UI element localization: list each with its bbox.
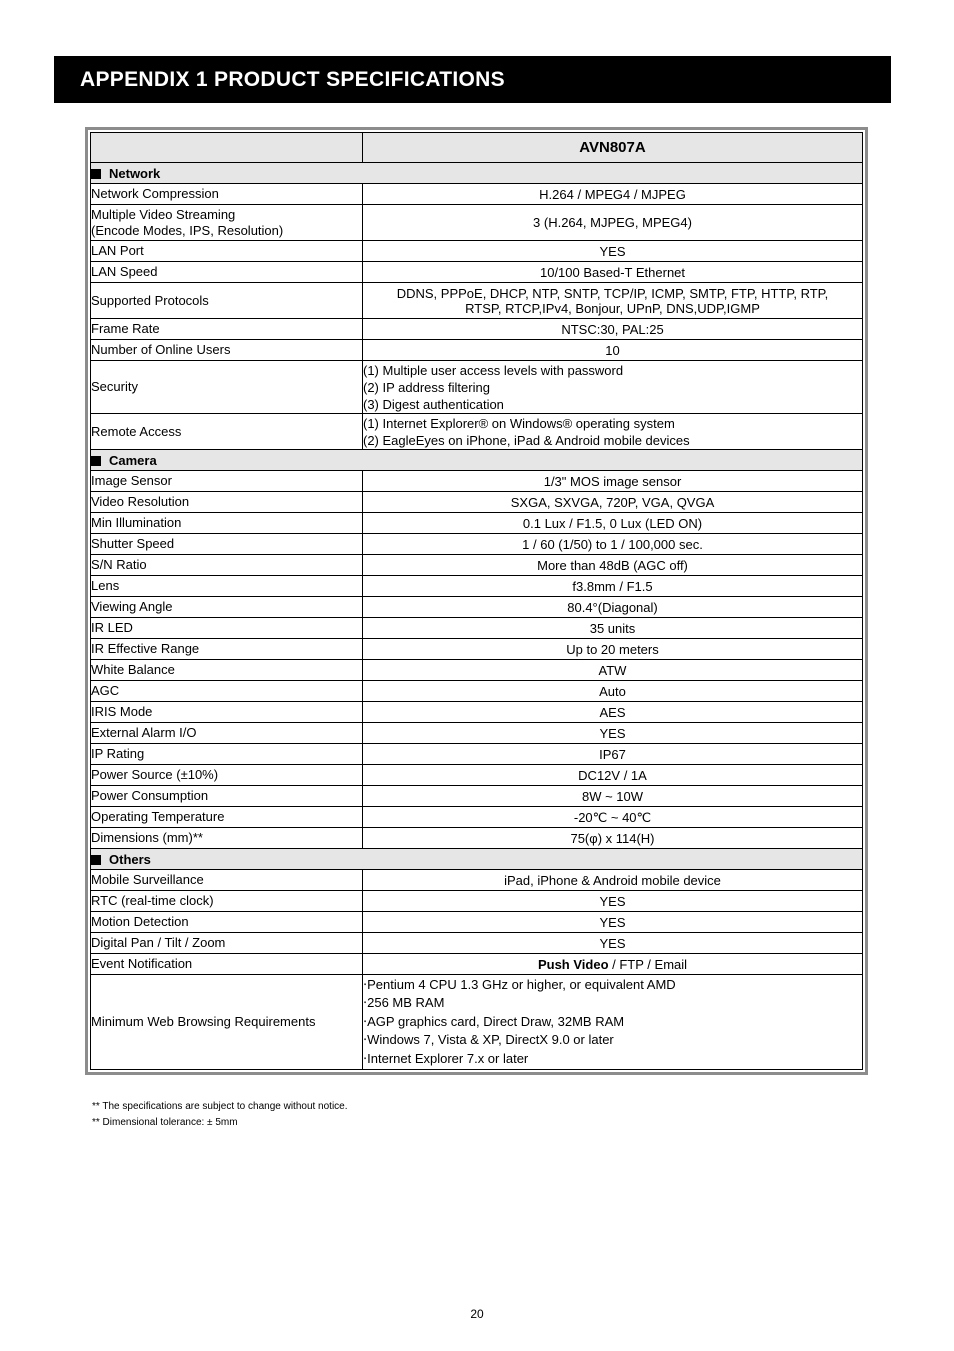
spec-label: Power Source (±10%): [91, 765, 363, 786]
model-name: AVN807A: [363, 133, 863, 163]
table-row: [91, 319, 863, 340]
table-row: [91, 807, 863, 828]
table-row: [91, 723, 863, 744]
table-row: [91, 205, 863, 241]
spec-value: 1/3" MOS image sensor: [363, 471, 863, 492]
spec-value: Auto: [363, 681, 863, 702]
footnote: ** Dimensional tolerance: ± 5mm: [92, 1117, 238, 1128]
spec-label: Motion Detection: [91, 912, 363, 933]
table-row: [91, 954, 863, 975]
spec-label: Video Resolution: [91, 492, 363, 513]
spec-label: IR Effective Range: [91, 639, 363, 660]
spec-value: DDNS, PPPoE, DHCP, NTP, SNTP, TCP/IP, ICMP, SMTP, FTP, HTTP, RTP, RTSP, RTCP,IPv4, Bonjour, UPnP, DNS,UDP,IGMP: [363, 283, 863, 319]
spec-label: Min Illumination: [91, 513, 363, 534]
section-header-camera: [91, 450, 863, 471]
spec-value: 80.4°(Diagonal): [363, 597, 863, 618]
spec-value: iPad, iPhone & Android mobile device: [363, 870, 863, 891]
header-blank-cell: [91, 133, 363, 163]
spec-label: Power Consumption: [91, 786, 363, 807]
table-row: [91, 933, 863, 954]
spec-label: Image Sensor: [91, 471, 363, 492]
spec-label: Mobile Surveillance: [91, 870, 363, 891]
spec-label: Minimum Web Browsing Requirements: [91, 975, 363, 1070]
section-header-cell: [91, 849, 863, 870]
spec-value: (1) Internet Explorer® on Windows® operating system (2) EagleEyes on iPhone, iPad & Android mobile devices: [363, 414, 863, 450]
table-row: [91, 786, 863, 807]
section-header-cell: [91, 450, 863, 471]
spec-value: 75(φ) x 114(H): [363, 828, 863, 849]
spec-value-rest: / FTP / Email: [608, 956, 688, 972]
spec-label: IRIS Mode: [91, 702, 363, 723]
table-row: [91, 361, 863, 414]
spec-label: Supported Protocols: [91, 283, 363, 319]
table-header-row: [91, 133, 863, 163]
table-row: [91, 660, 863, 681]
spec-value: 3 (H.264, MJPEG, MPEG4): [363, 205, 863, 241]
footnote: ** The specifications are subject to change without notice.: [92, 1101, 348, 1112]
table-row: [91, 828, 863, 849]
section-header-network: [91, 163, 863, 184]
spec-label: Operating Temperature: [91, 807, 363, 828]
section-header-others: [91, 849, 863, 870]
spec-label: LAN Port: [91, 241, 363, 262]
table-row: [91, 184, 863, 205]
spec-value: 1 / 60 (1/50) to 1 / 100,000 sec.: [363, 534, 863, 555]
page-number: 20: [470, 1307, 484, 1321]
table-row: [91, 681, 863, 702]
table-row: [91, 492, 863, 513]
footnotes: [92, 1099, 348, 1131]
table-row: [91, 340, 863, 361]
spec-label: External Alarm I/O: [91, 723, 363, 744]
spec-label: S/N Ratio: [91, 555, 363, 576]
spec-label: RTC (real-time clock): [91, 891, 363, 912]
spec-value: ‧Pentium 4 CPU 1.3 GHz or higher, or equivalent AMD ‧256 MB RAM ‧AGP graphics card, Direct Draw, 32MB RAM ‧Windows 7, Vista & XP, DirectX 9.0 or later ‧Internet Explorer 7.x or later: [363, 975, 863, 1070]
spec-label: Digital Pan / Tilt / Zoom: [91, 933, 363, 954]
spec-value-bold: Push Video: [537, 956, 609, 972]
table-row: [91, 597, 863, 618]
spec-value: NTSC:30, PAL:25: [363, 319, 863, 340]
spec-label: Lens: [91, 576, 363, 597]
spec-value: YES: [363, 891, 863, 912]
spec-value: 35 units: [363, 618, 863, 639]
table-row: [91, 414, 863, 450]
spec-table: [90, 132, 863, 1070]
spec-value: Up to 20 meters: [363, 639, 863, 660]
section-title: Camera: [109, 452, 157, 468]
spec-label: AGC: [91, 681, 363, 702]
spec-label: IR LED: [91, 618, 363, 639]
table-row: [91, 241, 863, 262]
table-row: [91, 639, 863, 660]
table-row: [91, 870, 863, 891]
spec-value: YES: [363, 912, 863, 933]
spec-value: YES: [363, 241, 863, 262]
spec-label: Frame Rate: [91, 319, 363, 340]
spec-label: Network Compression: [91, 184, 363, 205]
spec-value: IP67: [363, 744, 863, 765]
spec-value: SXGA, SXVGA, 720P, VGA, QVGA: [363, 492, 863, 513]
table-row: [91, 283, 863, 319]
table-row: [91, 618, 863, 639]
square-bullet-icon: [91, 855, 101, 865]
spec-value: f3.8mm / F1.5: [363, 576, 863, 597]
table-row: [91, 534, 863, 555]
spec-value: [363, 954, 863, 975]
spec-label: Remote Access: [91, 414, 363, 450]
spec-value: 0.1 Lux / F1.5, 0 Lux (LED ON): [363, 513, 863, 534]
spec-value: 10/100 Based-T Ethernet: [363, 262, 863, 283]
spec-table-frame: [85, 127, 868, 1075]
table-row: [91, 975, 863, 1070]
square-bullet-icon: [91, 169, 101, 179]
table-row: [91, 513, 863, 534]
spec-value: DC12V / 1A: [363, 765, 863, 786]
spec-label: LAN Speed: [91, 262, 363, 283]
square-bullet-icon: [91, 456, 101, 466]
table-row: [91, 555, 863, 576]
spec-label: Event Notification: [91, 954, 363, 975]
table-row: [91, 262, 863, 283]
spec-value: 8W ~ 10W: [363, 786, 863, 807]
spec-label: Shutter Speed: [91, 534, 363, 555]
spec-value: More than 48dB (AGC off): [363, 555, 863, 576]
table-row: [91, 912, 863, 933]
table-row: [91, 576, 863, 597]
spec-label: IP Rating: [91, 744, 363, 765]
section-header-cell: [91, 163, 863, 184]
spec-value: -20℃ ~ 40℃: [363, 807, 863, 828]
section-title: Others: [109, 851, 151, 867]
spec-value: 10: [363, 340, 863, 361]
spec-value: ATW: [363, 660, 863, 681]
spec-label: White Balance: [91, 660, 363, 681]
spec-label: Viewing Angle: [91, 597, 363, 618]
spec-label: Multiple Video Streaming (Encode Modes, IPS, Resolution): [91, 205, 363, 241]
spec-label: Security: [91, 361, 363, 414]
page-title: APPENDIX 1 PRODUCT SPECIFICATIONS: [54, 56, 891, 103]
table-row: [91, 471, 863, 492]
spec-label: Number of Online Users: [91, 340, 363, 361]
table-row: [91, 702, 863, 723]
spec-value: YES: [363, 723, 863, 744]
table-row: [91, 744, 863, 765]
spec-value: YES: [363, 933, 863, 954]
spec-label: Dimensions (mm)**: [91, 828, 363, 849]
section-title: Network: [109, 165, 161, 181]
table-row: [91, 891, 863, 912]
spec-value: (1) Multiple user access levels with password (2) IP address filtering (3) Digest authentication: [363, 361, 863, 414]
spec-value: H.264 / MPEG4 / MJPEG: [363, 184, 863, 205]
table-row: [91, 765, 863, 786]
spec-value: AES: [363, 702, 863, 723]
